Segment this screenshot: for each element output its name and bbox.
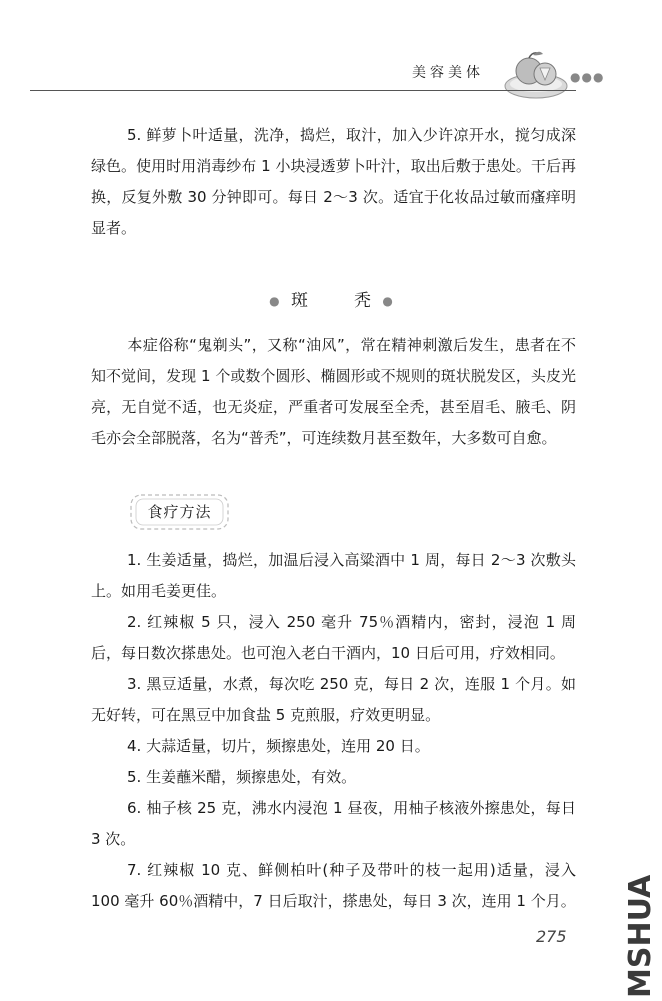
bullet-dot-icon: ● bbox=[269, 294, 280, 308]
remedies-heading-badge bbox=[128, 490, 231, 534]
fruit-bowl-icon bbox=[503, 46, 569, 102]
remedies-heading: 食疗方法 bbox=[147, 503, 212, 521]
remedy-item: 5. 生姜蘸米醋，频擦患处，有效。 bbox=[127, 768, 357, 786]
section-title bbox=[0, 286, 662, 311]
intro-paragraph: 5. 鲜萝卜叶适量，洗净，捣烂，取汁，加入少许凉开水，搅匀成深绿色。使用时用消毒纱布 1 小块浸透萝卜叶汁，取出后敷于患处。干后再换，反复外敷 30 分钟即可。每日 2～3 次。适宜于化妆品过敏而瘙痒明显者。 bbox=[91, 126, 576, 237]
remedy-item: 4. 大蒜适量，切片，频擦患处，连用 20 日。 bbox=[127, 737, 430, 755]
remedy-item: 6. 柚子核 25 克，沸水内浸泡 1 昼夜，用柚子核液外擦患处，每日 3 次。 bbox=[91, 799, 576, 848]
remedy-item: 1. 生姜适量，捣烂，加温后浸入高粱酒中 1 周，每日 2～3 次敷头上。如用毛姜更佳。 bbox=[91, 551, 576, 600]
section-title-char-2: 秃 bbox=[354, 291, 371, 311]
header-rule bbox=[30, 90, 576, 91]
watermark bbox=[616, 866, 662, 1001]
remedy-item: 7. 红辣椒 10 克、鲜侧柏叶(种子及带叶的枝一起用)适量，浸入 100 毫升 60％酒精中，7 日后取汁，搽患处，每日 3 次，连用 1 个月。 bbox=[91, 861, 576, 910]
svg-text:MSHUA: MSHUA bbox=[623, 874, 658, 998]
section-title-char-1: 斑 bbox=[291, 291, 308, 311]
bullet-dot-icon: ● bbox=[382, 294, 393, 308]
remedy-item: 3. 黑豆适量，水煮，每次吃 250 克，每日 2 次，连服 1 个月。如无好转，可在黑豆中加食盐 5 克煎服，疗效更明显。 bbox=[91, 675, 576, 724]
running-header-title: 美容美体 bbox=[412, 65, 484, 81]
header-dots-decoration: ●●● bbox=[570, 70, 605, 84]
remedy-item: 2. 红辣椒 5 只，浸入 250 毫升 75％酒精内，密封，浸泡 1 周后，每日数次搽患处。也可泡入老白干酒内，10 日后可用，疗效相同。 bbox=[91, 613, 576, 662]
page-number: 275 bbox=[536, 927, 567, 946]
section-description: 本症俗称“鬼剃头”，又称“油风”，常在精神刺激后发生，患者在不知不觉间，发现 1 个或数个圆形、椭圆形或不规则的斑状脱发区，头皮光亮，无自觉不适，也无炎症，严重者可发展至全秃，甚至眉毛、腋毛、阴毛亦会全部脱落，名为“普秃”，可连续数月甚至数年，大多数可自愈。 bbox=[91, 336, 576, 447]
